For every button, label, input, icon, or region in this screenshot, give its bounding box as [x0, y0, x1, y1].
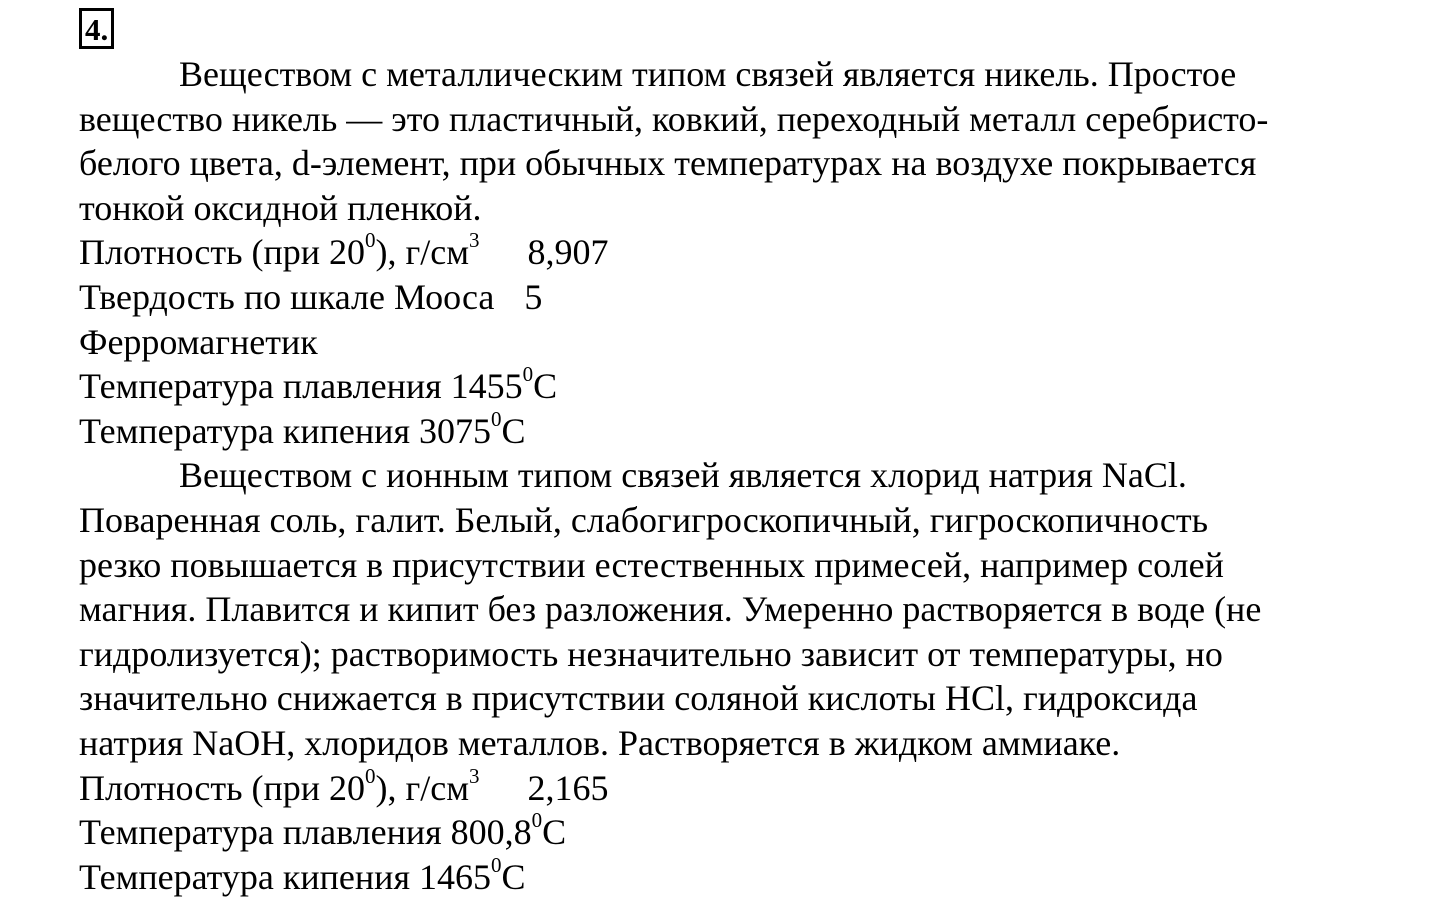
- celsius-unit: C: [501, 856, 526, 897]
- density-value: 8,907: [527, 232, 609, 273]
- density-value: 2,165: [527, 767, 609, 808]
- degree-superscript: 0: [491, 406, 502, 431]
- degree-superscript: 0: [365, 763, 376, 788]
- cubic-superscript: 3: [469, 763, 480, 788]
- nacl-paragraph-line: магния. Плавится и кипит без разложения. Умеренно растворяется в воде (не: [79, 589, 1262, 630]
- celsius-unit: C: [501, 410, 526, 451]
- nickel-paragraph-line: Веществом с металлическим типом связей является никель. Простое: [179, 54, 1237, 94]
- nacl-paragraph-line: Поваренная соль, галит. Белый, слабогигроскопичный, гигроскопичность: [79, 499, 1209, 540]
- boiling-label: Температура кипения 1465: [79, 856, 491, 897]
- nickel-melting-row: [79, 364, 1389, 409]
- nacl-paragraph-line: значительно снижается в присутствии соляной кислоты HCl, гидроксида: [79, 678, 1198, 719]
- density-label-prefix: Плотность (при 20: [79, 767, 366, 808]
- document-page: [79, 8, 1389, 899]
- degree-superscript: 0: [491, 852, 502, 877]
- nacl-section: [79, 453, 1389, 899]
- boiling-label: Температура кипения 3075: [79, 410, 491, 451]
- nickel-section: [79, 52, 1389, 453]
- nacl-paragraph-line: Веществом с ионным типом связей является хлорид натрия NaCl.: [179, 455, 1187, 496]
- nacl-boiling-row: [79, 852, 1389, 900]
- melting-label: Температура плавления 800,8: [79, 812, 532, 853]
- degree-superscript: 0: [531, 808, 543, 833]
- hardness-value: 5: [524, 276, 543, 317]
- density-label-middle: ), г/см: [375, 232, 470, 273]
- nacl-paragraph-line: гидролизуется); растворимость незначительно зависит от температуры, но: [79, 633, 1223, 674]
- nickel-paragraph-line: тонкой оксидной пленкой.: [79, 187, 482, 228]
- density-label-middle: ), г/см: [375, 767, 470, 808]
- task-number-box: 4.: [79, 8, 114, 49]
- nickel-density-row: [79, 230, 1389, 275]
- degree-superscript: 0: [365, 228, 376, 253]
- hardness-label: Твердость по шкале Мооса: [79, 276, 495, 317]
- nacl-paragraph-line: резко повышается в присутствии естественных примесей, например солей: [79, 544, 1224, 585]
- density-label-prefix: Плотность (при 20: [79, 232, 366, 273]
- nickel-paragraph-line: вещество никель — это пластичный, ковкий, переходный металл серебристо-: [79, 98, 1269, 139]
- melting-label: Температура плавления 1455: [79, 366, 523, 407]
- nacl-paragraph-line: натрия NaOH, хлоридов металлов. Растворяется в жидком аммиаке.: [79, 722, 1121, 763]
- nickel-boiling-row: [79, 406, 1389, 454]
- cubic-superscript: 3: [469, 228, 480, 253]
- nickel-magnetism-row: Ферромагнетик: [79, 321, 318, 362]
- nacl-density-row: [79, 763, 1389, 811]
- degree-superscript: 0: [522, 362, 534, 387]
- nickel-hardness-row: [79, 275, 1389, 320]
- celsius-unit: C: [533, 366, 558, 407]
- nacl-melting-row: [79, 810, 1389, 855]
- celsius-unit: C: [542, 812, 567, 853]
- nickel-paragraph-line: белого цвета, d-элемент, при обычных температурах на воздухе покрывается: [79, 143, 1257, 184]
